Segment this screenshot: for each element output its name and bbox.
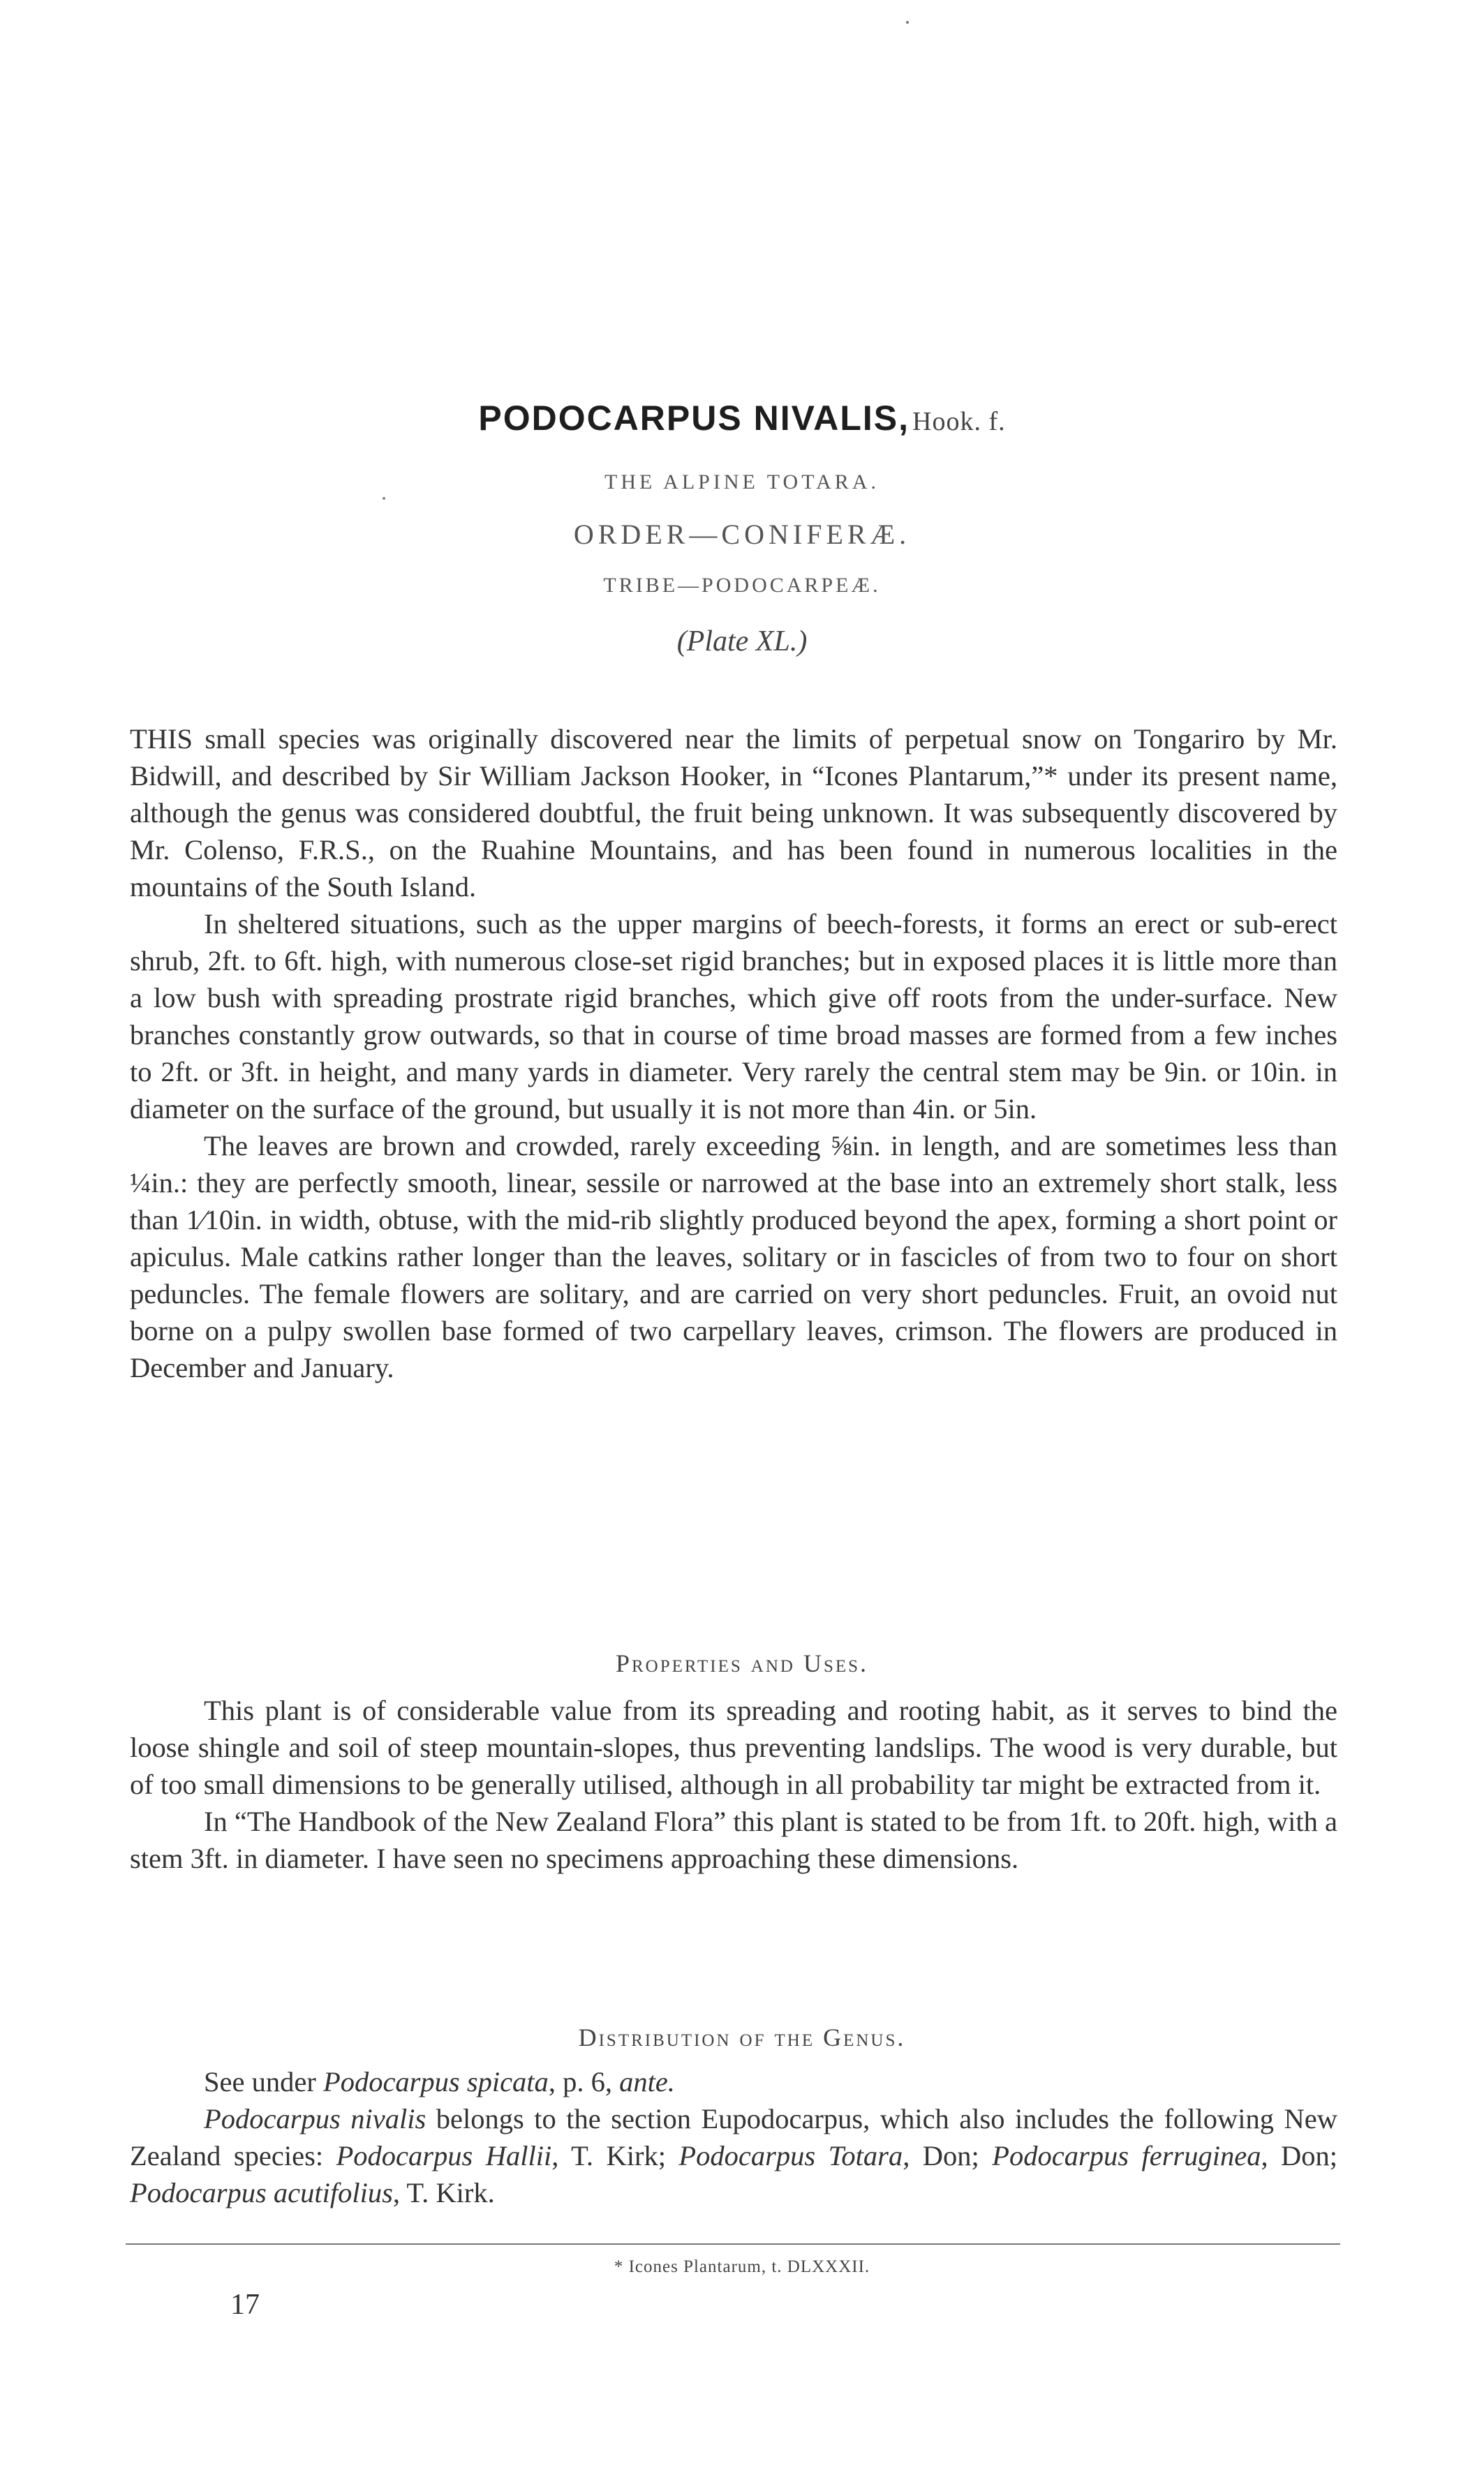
- text-run: , Don;: [1261, 2140, 1338, 2171]
- paragraph: In “The Handbook of the New Zealand Flora” this plant is stated to be from 1ft. to 20ft. high, with a stem 3ft. in diameter. I have seen no specimens approaching these dimensions.: [130, 1806, 1337, 1874]
- text-run: belongs to the section Eupodocarpus, which also includes the following New Zealand species:: [130, 2103, 1338, 2171]
- text-run: , Don;: [903, 2140, 993, 2171]
- plate-reference: (Plate XL.): [676, 625, 808, 658]
- distribution-section: [130, 2063, 1337, 2211]
- paragraph: In sheltered situations, such as the upper margins of beech-forests, it forms an erect or sub-erect shrub, 2ft. to 6ft. high, with numerous close-set rigid branches; but in exposed places it is little more than a low bush with spreading prostrate rigid branches, which give off roots from the under-surface. New branches constantly grow outwards, so that in course of time broad masses are formed from a few inches to 2ft. or 3ft. in height, and many yards in diameter. Very rarely the central stem may be 9in. or 10in. in diameter on the surface of the ground, but usually it is not more than 4in. or 5in.: [130, 908, 1337, 1124]
- tribe-line: TRIBE—PODOCARPEÆ.: [603, 574, 881, 597]
- properties-section: [130, 1692, 1337, 1877]
- species-name: Podocarpus ferruginea: [992, 2140, 1261, 2171]
- page-speck: [906, 21, 909, 24]
- page-number: 17: [230, 2289, 260, 2321]
- paragraph: THIS small species was originally discovered near the limits of perpetual snow on Tongariro by Mr. Bidwill, and described by Sir William Jackson Hooker, in “Icones Plantarum,”* under its present name, although the genus was considered doubtful, the fruit being unknown. It was subsequently discovered by Mr. Colenso, F.R.S., on the Ruahine Mountains, and has been found in numerous localities in the mountains of the South Island.: [130, 723, 1337, 903]
- footnote-divider: [126, 2243, 1340, 2245]
- species-name: Podocarpus nivalis: [204, 2103, 426, 2134]
- paragraph: [130, 2063, 1337, 2100]
- species-author: Hook. f.: [912, 407, 1006, 436]
- footnote: * Icones Plantarum, t. DLXXXII.: [614, 2257, 870, 2276]
- species-name: Podocarpus Totara: [678, 2140, 903, 2171]
- order-line: ORDER—CONIFERÆ.: [573, 519, 911, 550]
- species-name: Podocarpus acutifolius: [130, 2177, 393, 2208]
- text-run: , p. 6,: [548, 2066, 620, 2097]
- text-run: , T. Kirk;: [551, 2140, 679, 2171]
- paragraph: [130, 2100, 1337, 2211]
- species-name: Podocarpus Hallii: [336, 2140, 552, 2171]
- page-title: [0, 398, 1484, 438]
- text-run: , T. Kirk.: [392, 2177, 495, 2208]
- paragraph: The leaves are brown and crowded, rarely exceeding ⅝in. in length, and are sometimes less than ¼in.: they are perfectly smooth, linear, sessile or narrowed at the base into an extremely short stalk, less than 1⁄10in. in width, obtuse, with the mid-rib slightly produced beyond the apex, forming a short point or apiculus. Male catkins rather longer than the leaves, solitary or in fascicles of from two to four on short peduncles. The female flowers are solitary, and are carried on very short peduncles. Fruit, an ovoid nut borne on a pulpy swollen base formed of two carpellary leaves, crimson. The flowers are produced in December and January.: [130, 1130, 1337, 1383]
- distribution-heading: Distribution of the Genus.: [578, 2023, 906, 2051]
- description-section: [130, 720, 1337, 1386]
- species-title: PODOCARPUS NIVALIS,: [478, 399, 910, 438]
- text-run: See under: [204, 2066, 323, 2097]
- text-run: ante.: [619, 2066, 675, 2097]
- species-name: Podocarpus spicata: [322, 2066, 549, 2097]
- properties-heading: Properties and Uses.: [615, 1649, 869, 1677]
- common-name: THE ALPINE TOTARA.: [604, 470, 880, 493]
- paragraph: This plant is of considerable value from its spreading and rooting habit, as it serves to bind the loose shingle and soil of steep mountain-slopes, thus preventing landslips. The wood is very durable, but of too small dimensions to be generally utilised, although in all probability tar might be extracted from it.: [130, 1695, 1337, 1800]
- page-speck: [383, 497, 385, 500]
